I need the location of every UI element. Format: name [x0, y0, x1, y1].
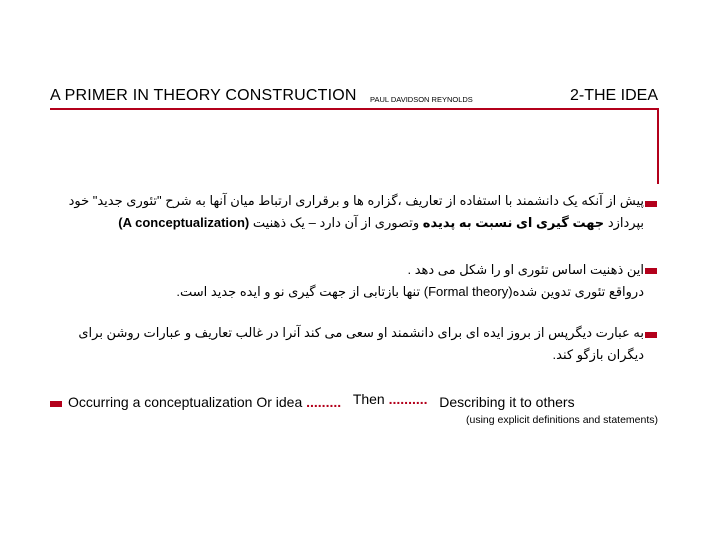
section-title: 2-THE IDEA [569, 87, 658, 104]
paragraph-1-line-2-a: بپردازد [607, 215, 644, 230]
paragraph-1 [69, 190, 644, 234]
paragraph-2-line-2-b: تنها بازتابی از جهت گیری نو و ایده جدید است. [176, 284, 421, 299]
paragraph-2-line-2 [176, 281, 644, 303]
paragraph-2-line-2-a: درواقع تئوری تدوین شده [512, 284, 644, 299]
bullet-summary [50, 401, 62, 407]
paragraph-1-line-2 [69, 212, 644, 234]
paragraph-3 [78, 322, 644, 366]
header-rule-vertical [657, 108, 659, 184]
summary-then: Then [352, 391, 385, 407]
paragraph-2-line-1: این ذهنیت اساس تئوری او را شکل می دهد . [407, 262, 644, 277]
bullet-1 [645, 201, 657, 207]
summary-dots-1: ......... [306, 394, 342, 410]
summary-dots-2: .......... [388, 391, 428, 407]
paragraph-1-bold: جهت گیری ای نسبت به پدیده [422, 215, 605, 230]
paragraph-2-english: (Formal theory) [423, 284, 513, 299]
paragraph-3-line-1: به عبارت دیگرپس از بروز ایده ای برای دانشمند او سعی می کند آنرا در غالب تعاریف و عبارات روشن برای [78, 325, 644, 340]
paragraph-1-line-1: پیش از آنکه یک دانشمند با استفاده از تعاریف ،گزاره ها و برقراری ارتباط میان آنها به شرح "تئوری جدید" خود [68, 193, 644, 208]
header-author: PAUL DAVIDSON REYNOLDS [370, 95, 473, 104]
summary-line [68, 391, 575, 410]
paragraph-2 [176, 259, 644, 303]
header-title: A PRIMER IN THEORY CONSTRUCTION [50, 87, 357, 104]
bullet-2 [645, 268, 657, 274]
summary-note: (using explicit definitions and statements) [465, 414, 658, 426]
summary-part-2: Describing it to others [439, 394, 575, 410]
header-rule [50, 108, 658, 110]
bullet-3 [645, 332, 657, 338]
paragraph-3-line-2: دیگران بازگو کند. [552, 347, 644, 362]
paragraph-1-line-2-b: وتصوری از آن دارد – یک ذهنیت [252, 215, 420, 230]
paragraph-1-english: (A conceptualization) [118, 215, 250, 230]
summary-part-1: Occurring a conceptualization Or idea [68, 394, 303, 410]
